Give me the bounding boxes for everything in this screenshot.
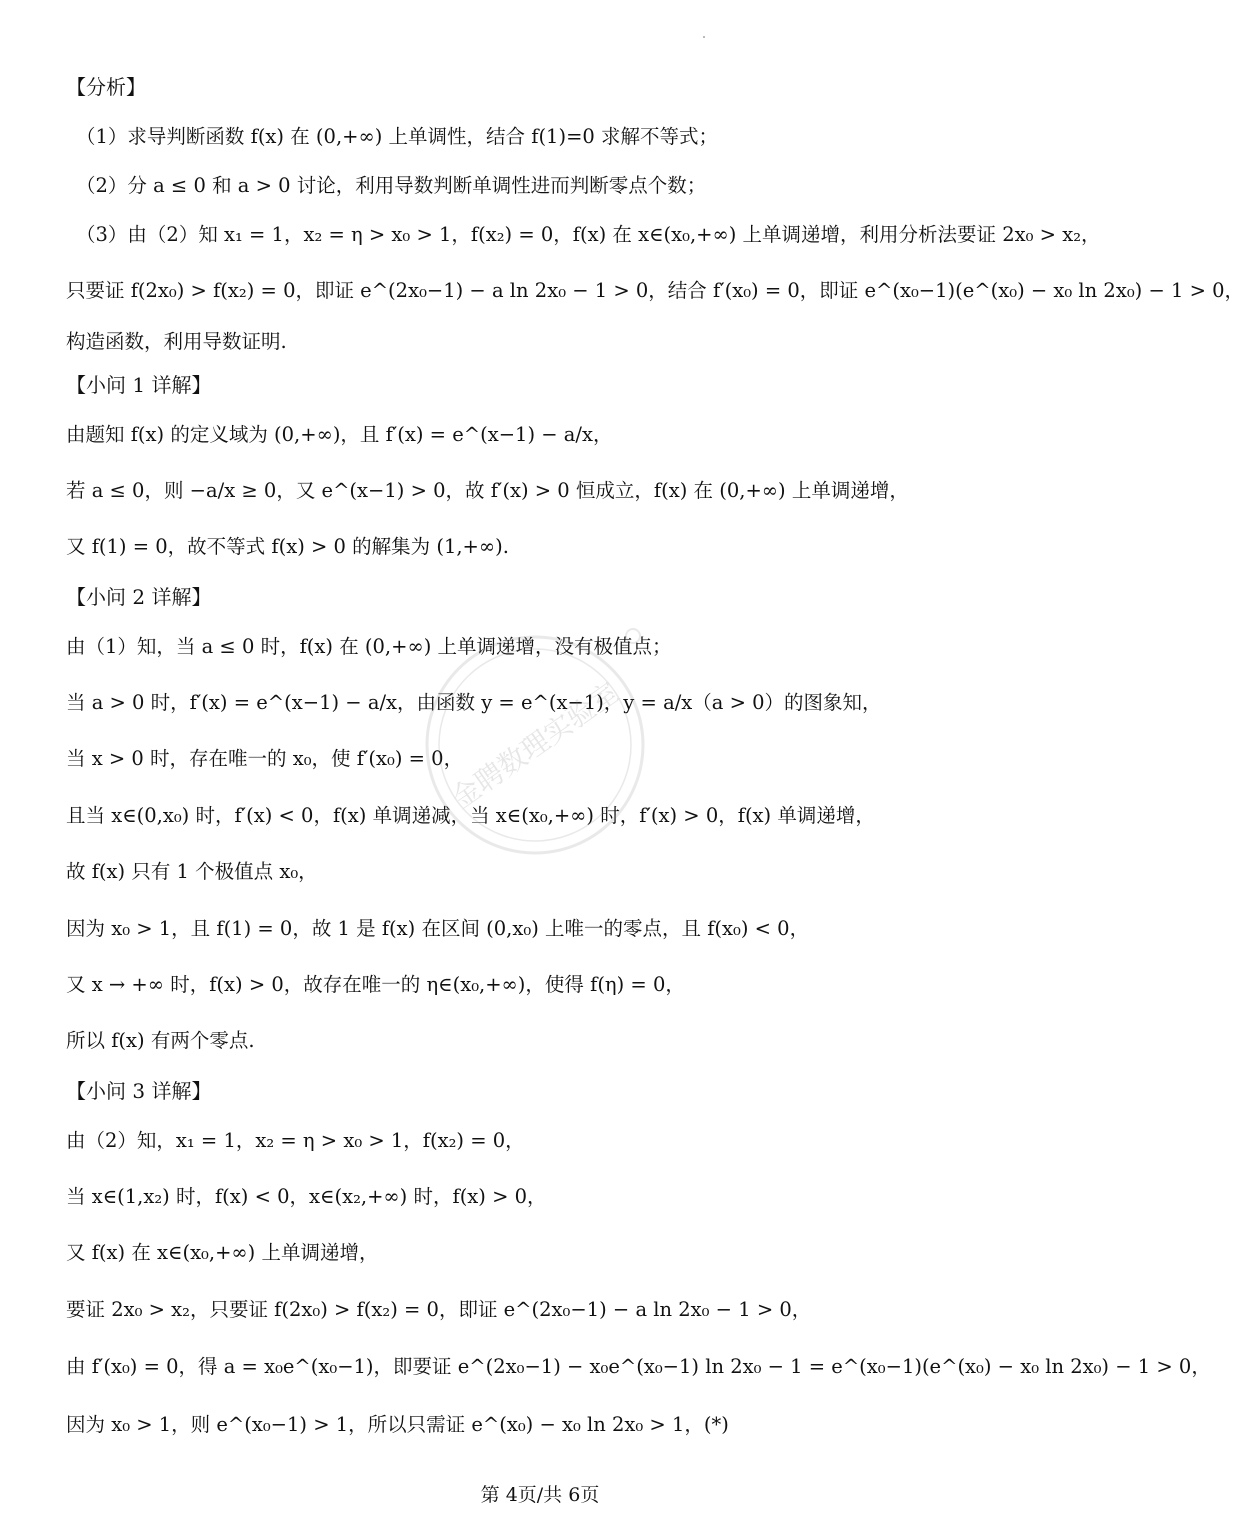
analysis-line-3: （3）由（2）知 x₁ = 1，x₂ = η > x₀ > 1，f(x₂) = 0，f(x) 在 x∈(x₀,+∞) 上单调递增，利用分析法要证 2x₀ > x₂， [76, 223, 1101, 246]
analysis-line-4: 只要证 f(2x₀) > f(x₂) = 0，即证 e^(2x₀−1) − a ln 2x₀ − 1 > 0，结合 f′(x₀) = 0，即证 e^(x₀−1)(e^(x₀) − x₀ ln 2x₀) − 1 > 0， [66, 279, 1244, 302]
q1-line-1: 由题知 f(x) 的定义域为 (0,+∞)，且 f′(x) = e^(x−1) − a/x， [66, 423, 613, 446]
q3-line-3: 又 f(x) 在 x∈(x₀,+∞) 上单调递增， [66, 1241, 379, 1264]
q2-header: 【小问 2 详解】 [66, 585, 212, 609]
q1-line-3: 又 f(1) = 0，故不等式 f(x) > 0 的解集为 (1,+∞). [66, 535, 509, 558]
q3-line-2: 当 x∈(1,x₂) 时，f(x) < 0，x∈(x₂,+∞) 时，f(x) > 0， [66, 1185, 547, 1208]
analysis-header: 【分析】 [66, 75, 146, 99]
q2-line-5: 故 f(x) 只有 1 个极值点 x₀， [66, 860, 318, 883]
q3-line-6: 因为 x₀ > 1，则 e^(x₀−1) > 1，所以只需证 e^(x₀) − x₀ ln 2x₀ > 1，(*) [66, 1413, 729, 1436]
q2-line-2: 当 a > 0 时，f′(x) = e^(x−1) − a/x，由函数 y = e^(x−1)，y = a/x（a > 0）的图象知， [66, 691, 882, 714]
analysis-line-1: （1）求导判断函数 f(x) 在 (0,+∞) 上单调性，结合 f(1)=0 求解不等式； [76, 125, 719, 148]
q1-header: 【小问 1 详解】 [66, 373, 212, 397]
q2-line-6: 因为 x₀ > 1，且 f(1) = 0，故 1 是 f(x) 在区间 (0,x₀) 上唯一的零点，且 f(x₀) < 0， [66, 917, 810, 940]
q3-line-1: 由（2）知，x₁ = 1，x₂ = η > x₀ > 1，f(x₂) = 0， [66, 1129, 525, 1152]
q3-line-4: 要证 2x₀ > x₂，只要证 f(2x₀) > f(x₂) = 0，即证 e^(2x₀−1) − a ln 2x₀ − 1 > 0， [66, 1298, 812, 1321]
q2-line-4: 且当 x∈(0,x₀) 时，f′(x) < 0，f(x) 单调递减，当 x∈(x₀,+∞) 时，f′(x) > 0，f(x) 单调递增， [66, 804, 875, 827]
q2-line-8: 所以 f(x) 有两个零点. [66, 1029, 255, 1052]
q2-line-3: 当 x > 0 时，存在唯一的 x₀，使 f′(x₀) = 0， [66, 747, 464, 770]
q3-header: 【小问 3 详解】 [66, 1079, 212, 1103]
q3-line-5: 由 f′(x₀) = 0，得 a = x₀e^(x₀−1)，即要证 e^(2x₀−1) − x₀e^(x₀−1) ln 2x₀ − 1 = e^(x₀−1)(e^(x₀) − x₀ ln 2x₀) − 1 > 0， [66, 1355, 1211, 1378]
scan-speck [703, 36, 705, 38]
q2-line-7: 又 x → +∞ 时，f(x) > 0，故存在唯一的 η∈(x₀,+∞)，使得 f(η) = 0， [66, 973, 685, 996]
page-footer: 第 4页/共 6页 [480, 1484, 600, 1506]
q1-line-2: 若 a ≤ 0，则 −a/x ≥ 0，又 e^(x−1) > 0，故 f′(x) > 0 恒成立，f(x) 在 (0,+∞) 上单调递增， [66, 479, 909, 502]
analysis-line-5: 构造函数，利用导数证明. [66, 330, 287, 353]
analysis-line-2: （2）分 a ≤ 0 和 a > 0 讨论，利用导数判断单调性进而判断零点个数； [76, 174, 707, 197]
watermark-text: 金聘数理实验室 [445, 675, 626, 816]
q2-line-1: 由（1）知，当 a ≤ 0 时，f(x) 在 (0,+∞) 上单调递增，没有极值点； [66, 635, 672, 658]
